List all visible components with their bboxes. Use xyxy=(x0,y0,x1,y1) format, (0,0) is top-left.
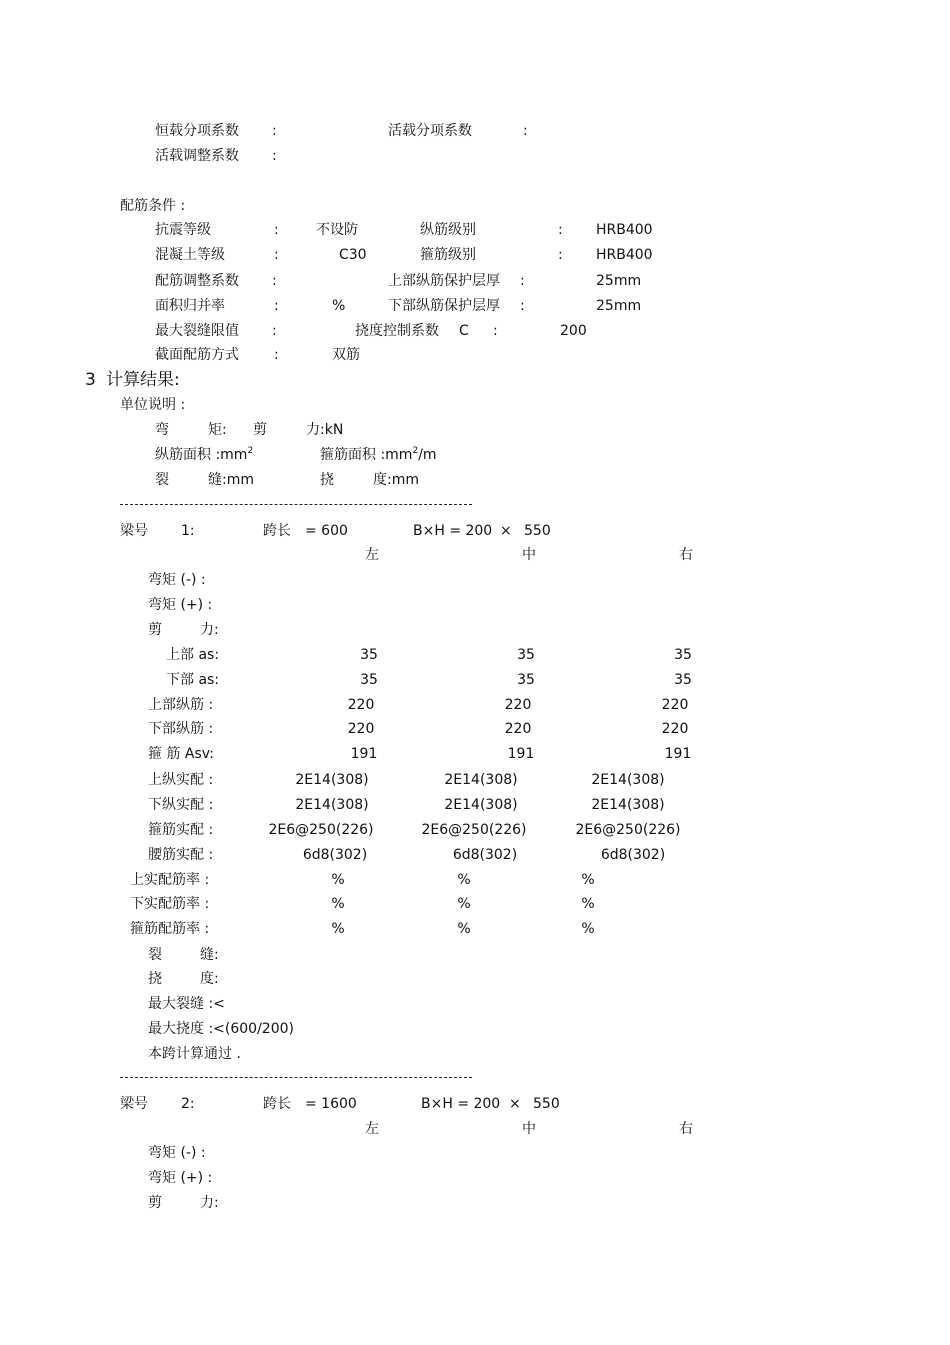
deflection-control-label: 挠度控制系数 xyxy=(355,323,439,339)
top-ratio-label: 上实配筋率 : xyxy=(130,872,210,888)
stirrup-ratio-middle: % xyxy=(457,921,471,937)
colon: : xyxy=(520,273,525,289)
column-header-right: 右 xyxy=(679,1121,693,1137)
crack-label-a: 裂 xyxy=(148,947,162,963)
column-header-left: 左 xyxy=(365,547,379,563)
area-merge-ratio-value: % xyxy=(332,298,346,314)
waist-bar-left: 6d8(302) xyxy=(302,847,368,863)
top-as-label: 上部 as: xyxy=(166,647,220,663)
top-actual-middle: 2E14(308) xyxy=(444,772,518,788)
colon: : xyxy=(272,273,277,289)
stirrup-grade-label: 箍筋级别 xyxy=(420,247,476,263)
top-actual-left: 2E14(308) xyxy=(295,772,369,788)
bottom-long-middle: 220 xyxy=(504,721,532,737)
bottom-as-label: 下部 as: xyxy=(166,672,220,688)
colon: : xyxy=(274,347,279,363)
colon: : xyxy=(274,298,279,314)
top-cover-label: 上部纵筋保护层厚 xyxy=(388,273,500,289)
bottom-ratio-label: 下实配筋率 : xyxy=(130,896,210,912)
stirrup-asv-left: 191 xyxy=(350,746,378,762)
top-ratio-middle: % xyxy=(457,872,471,888)
bottom-actual-middle: 2E14(308) xyxy=(444,797,518,813)
waist-bar-middle: 6d8(302) xyxy=(452,847,518,863)
beam-number: 2: xyxy=(181,1096,195,1112)
bottom-actual-right: 2E14(308) xyxy=(591,797,665,813)
moment-negative-label: 弯矩 (-) : xyxy=(148,1145,206,1161)
bottom-ratio-right: % xyxy=(581,896,595,912)
bottom-ratio-middle: % xyxy=(457,896,471,912)
times-symbol: × xyxy=(509,1096,521,1112)
colon: : xyxy=(558,222,563,238)
shear-label-b: 力: xyxy=(200,1195,219,1211)
bottom-long-right: 220 xyxy=(661,721,689,737)
shear-label-a: 剪 xyxy=(148,622,162,638)
shear-label-b: 力: xyxy=(200,622,219,638)
seismic-grade-value: 不设防 xyxy=(316,222,358,238)
stirrup-grade-value: HRB400 xyxy=(596,247,653,263)
unit-moment-a: 弯 xyxy=(155,422,169,438)
units-heading: 单位说明 : xyxy=(120,397,186,413)
seismic-grade-label: 抗震等级 xyxy=(155,222,211,238)
long-bar-grade-value: HRB400 xyxy=(596,222,653,238)
max-crack: 最大裂缝 :< xyxy=(148,996,225,1012)
bottom-as-middle: 35 xyxy=(517,672,535,688)
waist-bar-right: 6d8(302) xyxy=(600,847,666,863)
max-deflection: 最大挠度 :<(600/200) xyxy=(148,1021,294,1037)
bottom-as-left: 35 xyxy=(360,672,378,688)
reinforcement-conditions-heading: 配筋条件 : xyxy=(120,198,186,214)
section-height: 550 xyxy=(533,1096,560,1112)
colon: : xyxy=(558,247,563,263)
top-as-left: 35 xyxy=(360,647,378,663)
colon: : xyxy=(274,247,279,263)
stirrup-asv-right: 191 xyxy=(664,746,692,762)
top-as-right: 35 xyxy=(674,647,692,663)
section-number: 3 xyxy=(85,370,96,390)
stirrup-actual-right: 2E6@250(226) xyxy=(575,822,681,838)
unit-defl-b: 度:mm xyxy=(373,472,419,488)
bottom-ratio-left: % xyxy=(331,896,345,912)
column-header-left: 左 xyxy=(365,1121,379,1137)
top-ratio-right: % xyxy=(581,872,595,888)
top-as-middle: 35 xyxy=(517,647,535,663)
deflection-c-symbol: C xyxy=(459,323,469,339)
top-ratio-left: % xyxy=(331,872,345,888)
shear-label-a: 剪 xyxy=(148,1195,162,1211)
moment-positive-label: 弯矩 (+) : xyxy=(148,1170,213,1186)
stirrup-actual-label: 箍筋实配 : xyxy=(148,822,214,838)
unit-crack-b: 缝:mm xyxy=(208,472,254,488)
stirrup-ratio-label: 箍筋配筋率 : xyxy=(130,921,210,937)
top-actual-label: 上纵实配 : xyxy=(148,772,214,788)
stirrup-actual-middle: 2E6@250(226) xyxy=(421,822,527,838)
divider xyxy=(120,504,472,505)
colon: : xyxy=(274,222,279,238)
colon: : xyxy=(272,123,277,139)
section-method-label: 截面配筋方式 xyxy=(155,347,239,363)
section-size: B×H = 200 xyxy=(421,1096,501,1112)
live-load-factor-label: 活载分项系数 xyxy=(388,123,472,139)
area-merge-ratio-label: 面积归并率 xyxy=(155,298,225,314)
beam-number: 1: xyxy=(181,523,195,539)
section-size: B×H = 200 xyxy=(413,523,493,539)
bottom-cover-label: 下部纵筋保护层厚 xyxy=(388,298,500,314)
top-long-label: 上部纵筋 : xyxy=(148,697,214,713)
moment-negative-label: 弯矩 (-) : xyxy=(148,572,206,588)
section-method-value: 双筋 xyxy=(332,347,360,363)
top-long-right: 220 xyxy=(661,697,689,713)
stirrup-actual-left: 2E6@250(226) xyxy=(268,822,374,838)
times-symbol: × xyxy=(500,523,512,539)
column-header-right: 右 xyxy=(679,547,693,563)
bottom-long-label: 下部纵筋 : xyxy=(148,721,214,737)
span-label: 跨长 xyxy=(263,1096,291,1112)
deflection-control-value: 200 xyxy=(560,323,587,339)
column-header-middle: 中 xyxy=(522,547,536,563)
deflection-label-a: 挠 xyxy=(148,971,162,987)
unit-shear-a: 剪 xyxy=(253,422,267,438)
colon: : xyxy=(272,148,277,164)
unit-shear-b: 力:kN xyxy=(306,422,344,438)
bottom-as-right: 35 xyxy=(674,672,692,688)
deflection-label-b: 度: xyxy=(200,971,219,987)
beam-label: 梁号 xyxy=(120,523,148,539)
colon: : xyxy=(520,298,525,314)
waist-bar-label: 腰筋实配 : xyxy=(148,847,214,863)
colon: : xyxy=(493,323,498,339)
span-value: = 1600 xyxy=(305,1096,357,1112)
stirrup-asv-middle: 191 xyxy=(507,746,535,762)
concrete-grade-value: C30 xyxy=(339,247,367,263)
colon: : xyxy=(523,123,528,139)
bottom-cover-value: 25mm xyxy=(596,298,642,314)
stirrup-asv-label: 箍 筋 Asv: xyxy=(148,746,215,762)
top-long-middle: 220 xyxy=(504,697,532,713)
span-pass-status: 本跨计算通过 . xyxy=(148,1046,241,1062)
colon: : xyxy=(272,323,277,339)
unit-long-area: 纵筋面积 $:mm^2$ xyxy=(155,446,254,463)
unit-crack-a: 裂 xyxy=(155,472,169,488)
unit-stirrup-area: 箍筋面积 $:mm^2/m$ xyxy=(320,446,437,463)
bottom-actual-left: 2E14(308) xyxy=(295,797,369,813)
unit-moment-b: 矩: xyxy=(208,422,227,438)
dead-load-factor-label: 恒载分项系数 xyxy=(155,123,239,139)
bottom-actual-label: 下纵实配 : xyxy=(148,797,214,813)
top-actual-right: 2E14(308) xyxy=(591,772,665,788)
crack-label-b: 缝: xyxy=(200,947,219,963)
beam-label: 梁号 xyxy=(120,1096,148,1112)
long-bar-grade-label: 纵筋级别 xyxy=(420,222,476,238)
span-label: 跨长 xyxy=(263,523,291,539)
top-long-left: 220 xyxy=(347,697,375,713)
concrete-grade-label: 混凝土等级 xyxy=(155,247,225,263)
results-heading: 计算结果: xyxy=(106,370,180,390)
adjust-factor-label: 配筋调整系数 xyxy=(155,273,239,289)
span-value: = 600 xyxy=(305,523,348,539)
stirrup-ratio-right: % xyxy=(581,921,595,937)
section-height: 550 xyxy=(524,523,551,539)
max-crack-limit-label: 最大裂缝限值 xyxy=(155,323,239,339)
column-header-middle: 中 xyxy=(522,1121,536,1137)
live-load-adjust-label: 活载调整系数 xyxy=(155,148,239,164)
stirrup-ratio-left: % xyxy=(331,921,345,937)
top-cover-value: 25mm xyxy=(596,273,642,289)
bottom-long-left: 220 xyxy=(347,721,375,737)
unit-defl-a: 挠 xyxy=(320,472,334,488)
moment-positive-label: 弯矩 (+) : xyxy=(148,597,213,613)
divider xyxy=(120,1077,472,1078)
